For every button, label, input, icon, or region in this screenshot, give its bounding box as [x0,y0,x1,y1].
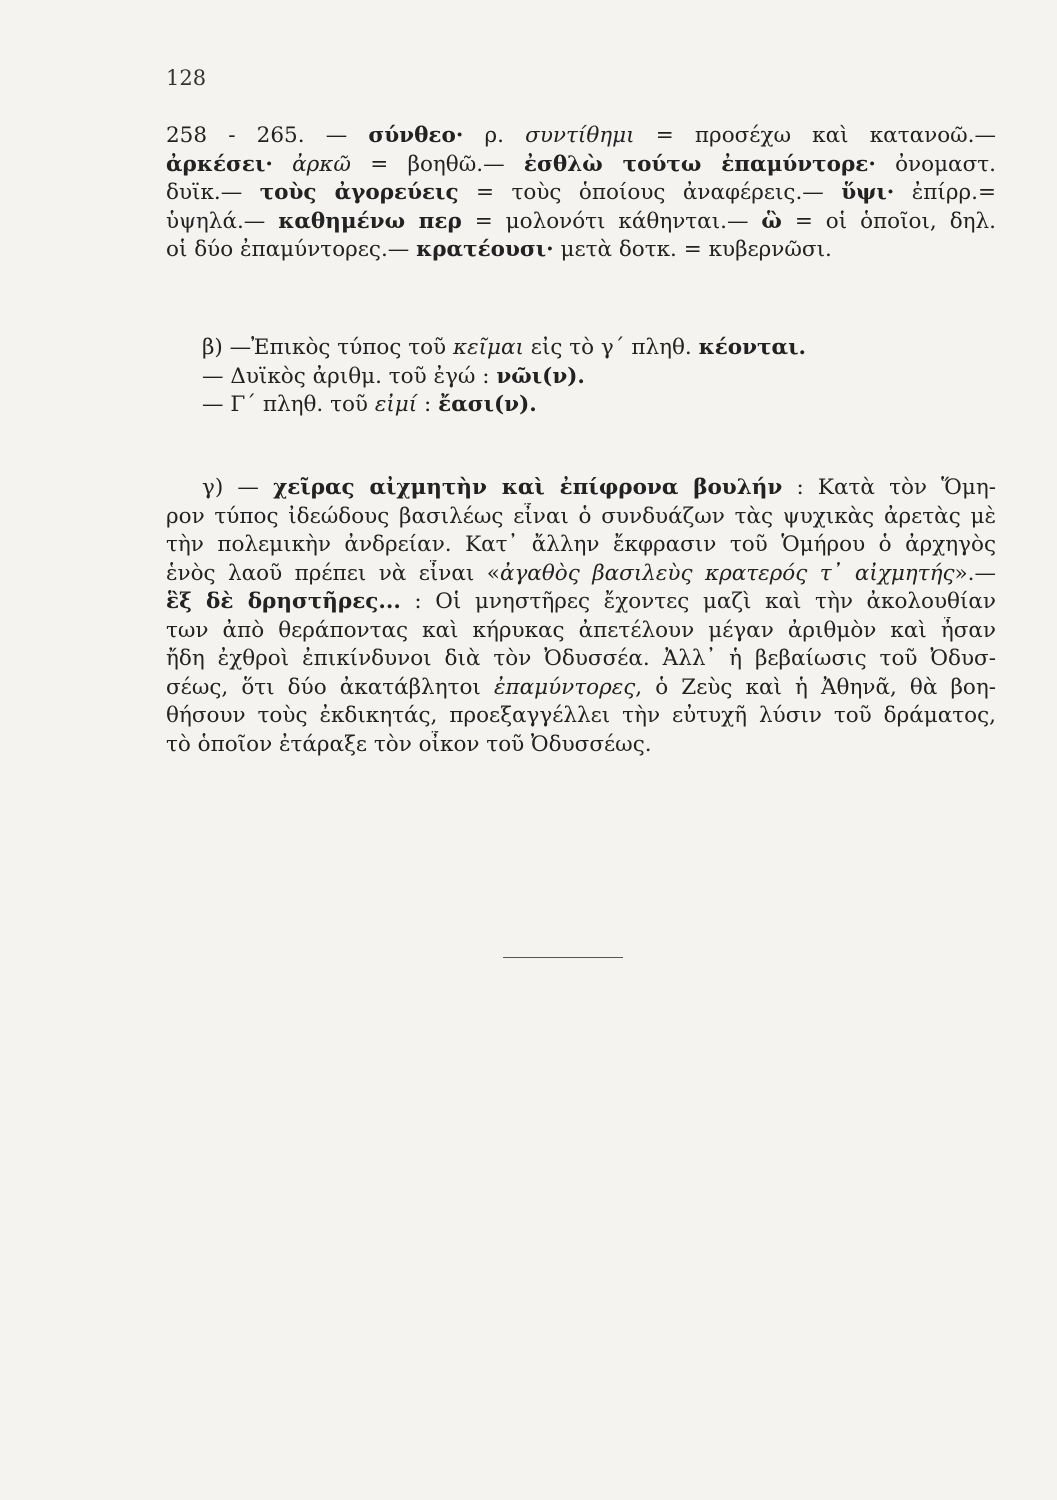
gloss-text [273,152,292,177]
lemma-text: τοὺς ἀγορεύεις [259,180,459,205]
italic-term: εἰμί [374,392,418,417]
commentary-section-b [166,334,996,420]
lemma-text: ἀρκέσει· [166,151,273,177]
text-line [166,531,996,560]
gloss-text: θήσουν τοὺς ἐκδικητάς, προεξαγγέλλει τὴν εὐτυχῆ λύσιν τοῦ δράματος, [166,703,996,728]
gloss-text: τὴν πολεμικὴν ἀνδρείαν. Κατ᾿ ἄλλην ἔκφρασιν τοῦ Ὁμήρου ὁ ἀρχηγὸς [166,532,996,557]
text-line [166,560,996,589]
italic-term: συντίθημι [525,123,635,148]
gloss-text: εἰς τὸ γ΄ πληθ. [523,335,699,360]
gloss-text: 258 - 265. — [166,123,369,148]
text-line [166,617,996,646]
gloss-text: : [417,392,439,417]
gloss-text: ὀνομαστ. [875,151,996,177]
gloss-text: = προσέχω καὶ κατανοῶ.— [634,123,996,148]
lemma-text: σύνθεο· [368,123,464,148]
text-line [166,208,996,237]
gloss-text: δυϊκ.— [166,180,260,205]
text-line [166,503,996,532]
lemma-text: κέονται. [698,335,806,360]
text-line [166,588,996,617]
text-line [166,702,996,731]
text-line [166,363,996,392]
section-divider [503,957,623,958]
gloss-text: των ἀπὸ θεράποντας καὶ κήρυκας ἀπετέλουν μέγαν ἀριθμὸν καὶ ἦσαν [166,617,996,643]
gloss-text: , ὁ Ζεὺς καὶ ἡ Ἀθηνᾶ, θὰ βοη- [635,674,996,700]
gloss-text: οἱ δύο ἐπαμύντορες.— [166,237,417,262]
gloss-text: γ) — [202,475,274,500]
page-number: 128 [166,66,207,90]
text-line [166,179,996,208]
lemma-text: καθημένω περ [278,208,462,234]
gloss-text: — Δυϊκὸς ἀριθμ. τοῦ ἐγώ : [202,363,497,389]
gloss-text: μετὰ δοτκ. = κυβερνῶσι. [553,237,832,262]
gloss-text: τὸ ὁποῖον ἐτάραξε τὸν οἶκον τοῦ Ὀδυσσέως. [166,731,652,757]
lemma-text: ἐσθλὼ τούτω ἐπαμύντορε· [523,151,876,177]
gloss-text: — Γ΄ πληθ. τοῦ [202,392,375,417]
gloss-text: = οἱ ὁποῖοι, δηλ. [781,208,996,234]
gloss-text: ἑνὸς λαοῦ πρέπει νὰ εἶναι « [166,560,500,586]
text-line [166,731,996,760]
gloss-text: ἐπίρρ.= [894,180,996,205]
text-line [166,474,996,503]
lemma-text: ἔασι(ν). [438,392,537,417]
commentary-section-a [166,122,996,265]
italic-term: ἀγαθὸς βασιλεὺς κρατερός τ᾿ αἰχμητής [499,560,955,586]
gloss-text: = μολονότι κάθηνται.— [461,208,762,234]
gloss-text: ρ. [463,123,526,148]
commentary-section-c [166,474,996,759]
gloss-text: β) —Ἐπικὸς τύπος τοῦ [202,335,453,360]
gloss-text: ἤδη ἐχθροὶ ἐπικίνδυνοι διὰ τὸν Ὀδυσσέα. Ἀλλ᾿ ἡ βεβαίωσις τοῦ Ὀδυσ- [166,646,996,671]
gloss-text: ».— [954,560,996,586]
italic-term: κεῖμαι [452,335,524,360]
lemma-text: νῶι(ν). [496,363,585,389]
text-line [166,645,996,674]
gloss-text: = βοηθῶ.— [350,151,524,177]
lemma-text: ὕψι· [841,180,895,205]
lemma-text: χεῖρας αἰχμητὴν καὶ ἐπίφρονα βουλήν [273,475,783,500]
gloss-text: : Κατὰ τὸν Ὅμη- [782,475,996,500]
text-line [166,334,996,363]
gloss-text: = τοὺς ὁποίους ἀναφέρεις.— [458,180,842,205]
lemma-text: κρατέουσι· [416,237,554,262]
italic-term: ἀρκῶ [292,151,351,177]
lemma-text: ἓξ δὲ δρηστῆρες... [166,589,401,614]
gloss-text: ὑψηλά.— [166,208,279,234]
text-line [166,391,996,420]
gloss-text: σέως, ὅτι δύο ἀκατάβλητοι [166,674,494,700]
italic-term: ἐπαμύντορες [493,674,636,700]
lemma-text: ὣ [761,208,782,234]
text-line [166,674,996,703]
text-line [166,236,996,265]
text-line [166,151,996,180]
gloss-text: ρον τύπος ἰδεώδους βασιλέως εἶναι ὁ συνδυάζων τὰς ψυχικὰς ἀρετὰς μὲ [166,503,996,529]
text-line [166,122,996,151]
gloss-text: : Οἱ μνηστῆρες ἔχοντες μαζὶ καὶ τὴν ἀκολουθίαν [400,589,996,614]
